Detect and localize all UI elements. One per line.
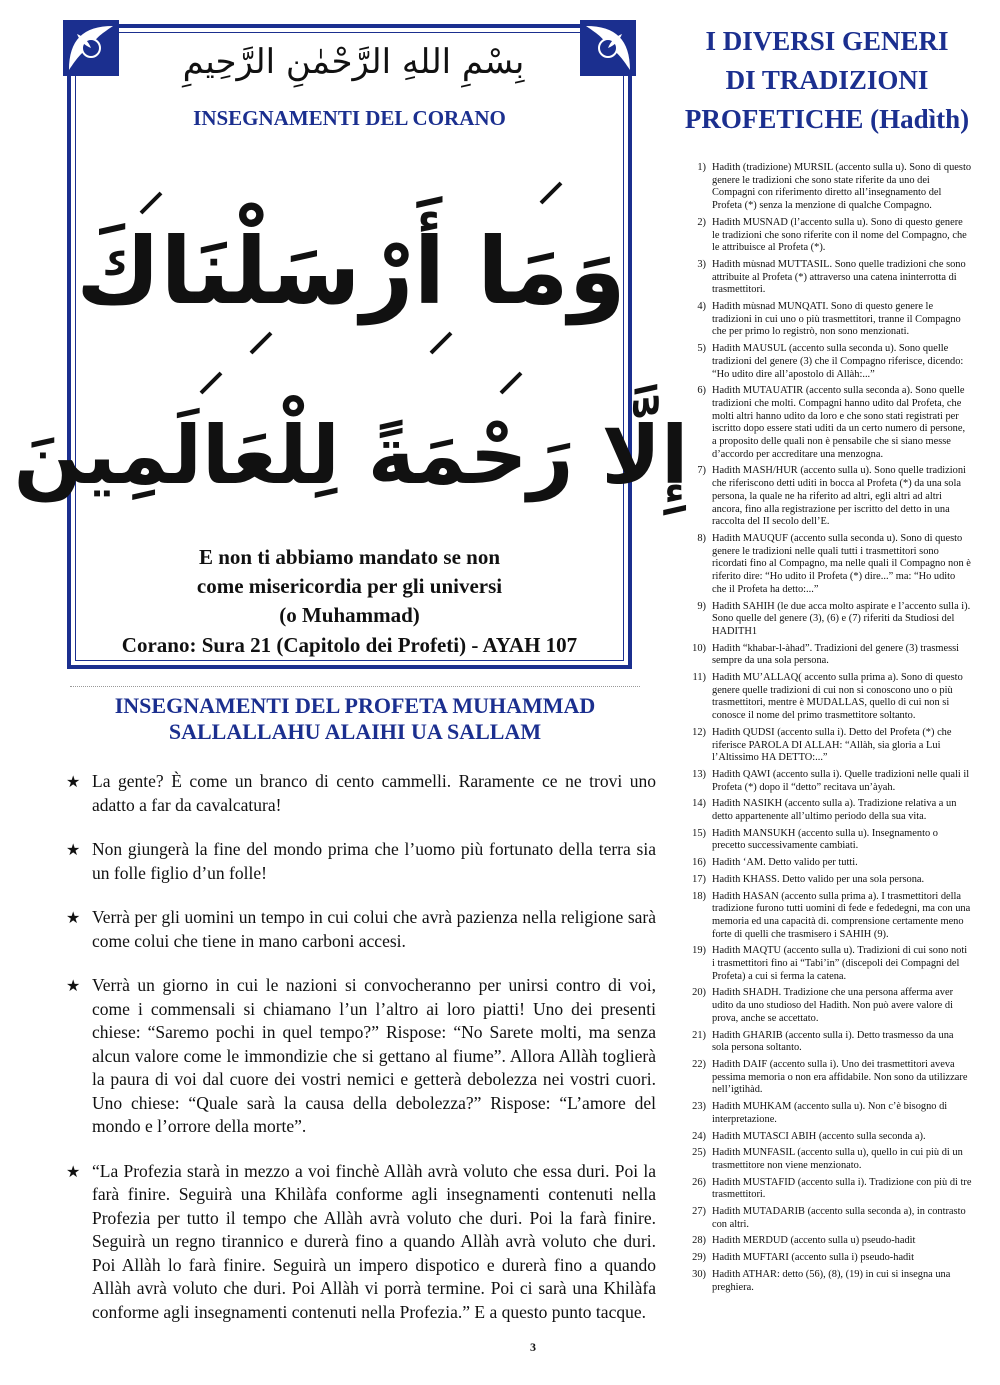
hadith-item <box>680 874 972 887</box>
hadith-text: Hadìth MUFTARI (accento sulla i) pseudo-hadìt <box>712 1252 915 1264</box>
hadith-number: 21) <box>692 1029 706 1041</box>
hadith-number: 6) <box>697 385 706 397</box>
hadith-text: Hadìth MUSNAD (l’accento sulla u). Sono di questo genere le tradizioni che sono riferite con il nome del Compagno, che le attribuisce al Profeta (*). <box>712 216 967 254</box>
teaching-item <box>66 838 656 885</box>
hadith-number: 28) <box>692 1235 706 1247</box>
hadith-text: Hadìth SHADH. Tradizione che una persona afferma aver udito da uno studioso del Hadìth. Non può avere valore di prova, anche se accettato. <box>712 987 954 1024</box>
title-line: SALLALLAHU ALAIHI UA SALLAM <box>168 719 542 744</box>
hadith-text: Hadìth MUHKAM (accento sulla u). Non c’è bisogno di interpretazione. <box>712 1101 948 1125</box>
hadith-text: Hadìth MAUSUL (accento sulla seconda u). Sono quelle tradizioni del genere (3) che il Compagno riferisce, dicendo: “Ho udito dire all’apostolo di Allàh:...” <box>712 343 964 380</box>
hadith-text: Hadìth MAUQUF (accento sulla seconda u). Sono di questo genere le tradizioni nelle quali tutti i trasmettitori sono ricordati fino al Compagno, ma nelle quali il Compagno non è riferito dire: “Ho udito il Profeta (*) dire...” ma: “Ho udito che il Profeta ha detto:...” <box>712 532 971 595</box>
hadith-number: 26) <box>692 1176 706 1188</box>
hadith-item <box>680 1131 972 1144</box>
hadith-number: 22) <box>692 1059 706 1070</box>
quran-frame <box>13 24 689 669</box>
teaching-text: Non giungerà la fine del mondo prima che l’uomo più fortunato della terra sia un folle figlio d’un folle! <box>92 839 656 883</box>
hadith-text: Hadìth ‘AM. Detto valido per tutti. <box>712 857 858 869</box>
star-icon: ★ <box>66 840 81 859</box>
hadith-number: 7) <box>697 465 706 477</box>
ornament-corner-icon <box>63 20 119 76</box>
hadith-item <box>680 727 972 765</box>
hadith-number: 18) <box>692 890 706 902</box>
hadith-item <box>680 769 972 794</box>
hadith-number: 5) <box>697 343 706 355</box>
hadith-text: Hadìth MANSUKH (accento sulla u). Insegnamento o precetto successivamente cambiati. <box>712 827 938 852</box>
hadith-text: Hadìth “khabar-l-àhad”. Tradizioni del genere (3) trasmessi sempre da una sola persona. <box>712 642 960 667</box>
teaching-item <box>66 906 656 953</box>
hadith-number: 19) <box>692 945 706 957</box>
hadith-number: 23) <box>692 1101 706 1113</box>
hadith-number: 16) <box>692 857 706 869</box>
hadith-number: 29) <box>692 1252 706 1264</box>
hadith-number: 25) <box>692 1147 706 1159</box>
teaching-text: Verrà un giorno in cui le nazioni si convocheranno per unirsi contro di voi, come i commensali si chiamano l’un l’altro ai loro piatti! Uno dei presenti chiese: “Saremo pochi in quel tempo?” Rispose: “No Sarete molti, ma senza alcun valore come le immondizie che si gettano al fiume”. Allora Allàh toglierà la paura di voi dal cuore dei vostri nemici e getterà debolezza nei vostri cuori. Uno chiese: “Quale sarà la causa della debolezza?” Rispose: “L’amore del mondo e l’orrore della morte”. <box>92 975 656 1136</box>
basmala-heading: بِسْمِ اللهِ الرَّحْمٰنِ الرَّحِيمِ <box>182 42 525 82</box>
ornament-corner-icon <box>580 20 636 76</box>
hadith-number: 3) <box>697 258 706 270</box>
hadith-text: Hadìth DAIF (accento sulla i). Uno dei trasmettitori aveva pessima memoria o non era affidabile. Non sono da utilizzare nell’igtihàd. <box>712 1059 968 1096</box>
hadith-number: 11) <box>692 672 706 684</box>
hadith-text: Hadìth MUTASCI ABIH (accento sulla seconda a). <box>712 1130 926 1142</box>
svg-text:إِلَّا رَحْمَةً لِلْعَالَمِينَ: إِلَّا رَحْمَةً لِلْعَالَمِينَ <box>13 409 689 502</box>
hadith-item <box>680 1177 972 1202</box>
hadith-item <box>680 1059 972 1097</box>
verse-reference: Corano: Sura 21 (Capitolo dei Profeti) - AYAH 107 <box>121 633 578 657</box>
hadith-number: 30) <box>692 1268 706 1280</box>
hadith-text: Hadìth (tradizione) MURSIL (accento sulla u). Sono di questo genere le tradizioni che sono state riferite da uno dei Compagni con riferimento diretto all’insegnamento del Profeta (*) senza la menzione di qualche Compagno. <box>712 162 972 212</box>
hadith-number: 2) <box>697 216 706 228</box>
verse-translation <box>71 543 628 630</box>
page-number: 3 <box>530 1340 536 1354</box>
arabic-calligraphy <box>13 153 689 543</box>
teaching-text: Verrà per gli uomini un tempo in cui colui che avrà pazienza nella religione sarà come colui che tiene in mano carboni accesi. <box>92 907 656 951</box>
hadith-number: 9) <box>697 600 706 612</box>
hadith-text: Hadìth MASH/HUR (accento sulla u). Sono quelle tradizioni che riferiscono detti uditi in bocca al Profeta (*) da una sola persona, la quale ne ha riferito ad altri, egli altri ad altri ancora, fino alla registrazione per iscritto del detto in una raccolta del II secolo dell’E. <box>712 465 966 528</box>
hadith-text: Hadìth GHARIB (accento sulla i). Detto trasmesso da una sola persona soltanto. <box>712 1029 954 1054</box>
hadith-text: Hadìth MUNFASIL (accento sulla u), quello in cui più di un trasmettitore non viene menzionato. <box>712 1147 963 1171</box>
hadith-number: 4) <box>697 301 706 313</box>
hadith-item <box>680 1235 972 1248</box>
hadith-text: Hadìth MUTADARIB (accento sulla seconda a), in contrasto con altri. <box>712 1206 966 1230</box>
hadith-text: Hadìth NASIKH (accento sulla a). Tradizione relativa a un detto appartenente all’ultimo periodo della sua vita. <box>712 798 957 823</box>
hadith-number: 17) <box>692 873 706 885</box>
teaching-item <box>66 974 656 1139</box>
star-icon: ★ <box>66 1161 81 1181</box>
hadith-number: 1) <box>697 162 706 173</box>
section-divider <box>70 686 640 687</box>
hadith-item <box>680 259 972 297</box>
hadith-types-title <box>682 22 972 139</box>
hadith-text: Hadìth MERDUD (accento sulla u) pseudo-hadìt <box>712 1235 916 1247</box>
hadith-item <box>680 162 972 213</box>
teaching-item <box>66 770 656 817</box>
teachings-list <box>66 770 656 1345</box>
hadith-number: 20) <box>692 987 706 999</box>
hadith-text: Hadìth mùsnad MUNQATI. Sono di questo genere le tradizioni in cui uno o più trasmettitori, tranne il Compagno che per primo lo registrò, non sono menzionati. <box>712 301 961 338</box>
hadith-item <box>680 798 972 823</box>
hadith-item <box>680 1101 972 1126</box>
hadith-item <box>680 217 972 255</box>
star-icon: ★ <box>66 976 81 995</box>
hadith-number: 8) <box>697 532 706 544</box>
title-line: I DIVERSI GENERI <box>705 26 949 56</box>
hadith-text: Hadìth HASAN (accento sulla prima a). I trasmettitori della tradizione furono tutti uomini di fede e fededegni, ma con una memoria ed una capacità di. comprensione certamente meno forte di quelli che trasmisero i SAHIH (9). <box>712 890 971 940</box>
prophet-teachings-title <box>70 693 640 745</box>
verse-line: come misericordia per gli universi <box>196 574 503 598</box>
hadith-item <box>680 1147 972 1172</box>
hadith-text: Hadìth MU’ALLAQ( accento sulla prima a). Sono di questo genere quelle tradizioni di cui non si conoscono uno o più trasmettitori, mentre è MUDALLAS, quello di cui non si conosce il nome del primo trasmettitore soltanto. <box>712 672 963 722</box>
hadith-item <box>680 643 972 668</box>
hadith-item <box>680 672 972 723</box>
teaching-item <box>66 1160 656 1325</box>
hadith-item <box>680 1269 972 1294</box>
hadith-item <box>680 1030 972 1055</box>
title-line: DI TRADIZIONI <box>725 65 929 95</box>
hadith-text: Hadìth MUTAUATIR (accento sulla seconda a). Sono quelle tradizioni che molti. Compagni hanno udito dal Profeta, che molti altri hanno udito da loro e che sono stati registrati per iscritto dopo essere stati uditi da un certo numero di persone, a proposito delle quali non è pensabile che si siano messe d’accordo per accreditare una menzogna. <box>712 385 966 460</box>
hadith-types-list <box>680 162 972 1298</box>
title-line: PROFETICHE (Hadìth) <box>684 104 970 134</box>
hadith-item <box>680 857 972 870</box>
hadith-number: 13) <box>692 768 706 780</box>
hadith-text: Hadìth MUSTAFID (accento sulla i). Tradizione con più di tre trasmettitori. <box>712 1176 972 1201</box>
verse-line: (o Muhammad) <box>279 603 420 627</box>
hadith-item <box>680 987 972 1025</box>
title-line: INSEGNAMENTI DEL PROFETA MUHAMMAD <box>114 693 596 718</box>
hadith-text: Hadìth KHASS. Detto valido per una sola persona. <box>712 873 925 885</box>
hadith-text: Hadìth MAQTU (accento sulla u). Tradizioni di cui sono noti i trasmettitori fino ai “Tabi’in” (discepoli dei Compagni del Profeta) a cui si ferma la catena. <box>712 945 968 982</box>
verse-line: E non ti abbiamo mandato se non <box>198 545 501 569</box>
hadith-number: 27) <box>692 1206 706 1218</box>
hadith-item <box>680 465 972 529</box>
hadith-number: 10) <box>692 642 706 654</box>
teaching-text: “La Profezia starà in mezzo a voi finchè Allàh avrà voluto che essa duri. Poi la farà finire. Seguirà una Khilàfa conforme agli insegnamenti contenuti nella Profezia per tutto il tempo che Allàh avrà voluto che duri. Poi la farà finire. Seguirà un regno tirannico e durerà fino a quando Allàh avrà voluto che duri. Poi Allàh lo farà finire. Seguirà un impero dispotico e durerà fino a quando Allàh avrà voluto che duri. Poi Allàh vi porrà termine. Poi ci sarà una Khilàfa conforme agli insegnamenti contenuti nella Profezia.” E a questo punto tacque. <box>92 1160 656 1322</box>
hadith-item <box>680 828 972 853</box>
hadith-number: 15) <box>692 827 706 839</box>
hadith-item <box>680 533 972 597</box>
hadith-text: Hadìth mùsnad MUTTASIL. Sono quelle tradizioni che sono attribuite al Profeta (*) attraverso una catena ininterrotta di trasmettitori. <box>712 258 966 296</box>
hadith-number: 12) <box>692 726 706 738</box>
hadith-number: 24) <box>692 1130 706 1142</box>
quran-teachings-title: INSEGNAMENTI DEL CORANO <box>193 106 506 130</box>
hadith-item <box>680 301 972 339</box>
hadith-number: 14) <box>692 798 706 810</box>
hadith-item <box>680 1206 972 1231</box>
star-icon: ★ <box>66 908 81 927</box>
hadith-item <box>680 385 972 461</box>
hadith-text: Hadìth ATHAR: detto (56), (8), (19) in cui si insegna una preghiera. <box>712 1268 951 1293</box>
hadith-item <box>680 891 972 942</box>
star-icon: ★ <box>66 772 81 791</box>
hadith-text: Hadìth SAHIH (le due acca molto aspirate e l’accento sulla i). Sono quelle del genere (3), (6) e (7) riferiti da Studiosi del HADITH1 <box>712 600 971 637</box>
hadith-text: Hadìth QAWI (accento sulla i). Quelle tradizioni nelle quali il Profeta (*) dopo il “detto” recitava un’àyah. <box>712 768 970 793</box>
teaching-text: La gente? È come un branco di cento cammelli. Raramente ce ne trovi uno adatto a far da cavalcatura! <box>92 771 656 815</box>
hadith-item <box>680 343 972 381</box>
hadith-item <box>680 945 972 983</box>
hadith-text: Hadìth QUDSI (accento sulla i). Detto del Profeta (*) che riferisce PAROLA DI ALLAH: “Allàh, sia gloria a Lui l’Altissimo HA DETTO:...” <box>712 726 952 764</box>
svg-text:وَمَا أَرْسَلْنَاكَ: وَمَا أَرْسَلْنَاكَ <box>76 218 626 325</box>
hadith-item <box>680 601 972 639</box>
hadith-item <box>680 1252 972 1265</box>
